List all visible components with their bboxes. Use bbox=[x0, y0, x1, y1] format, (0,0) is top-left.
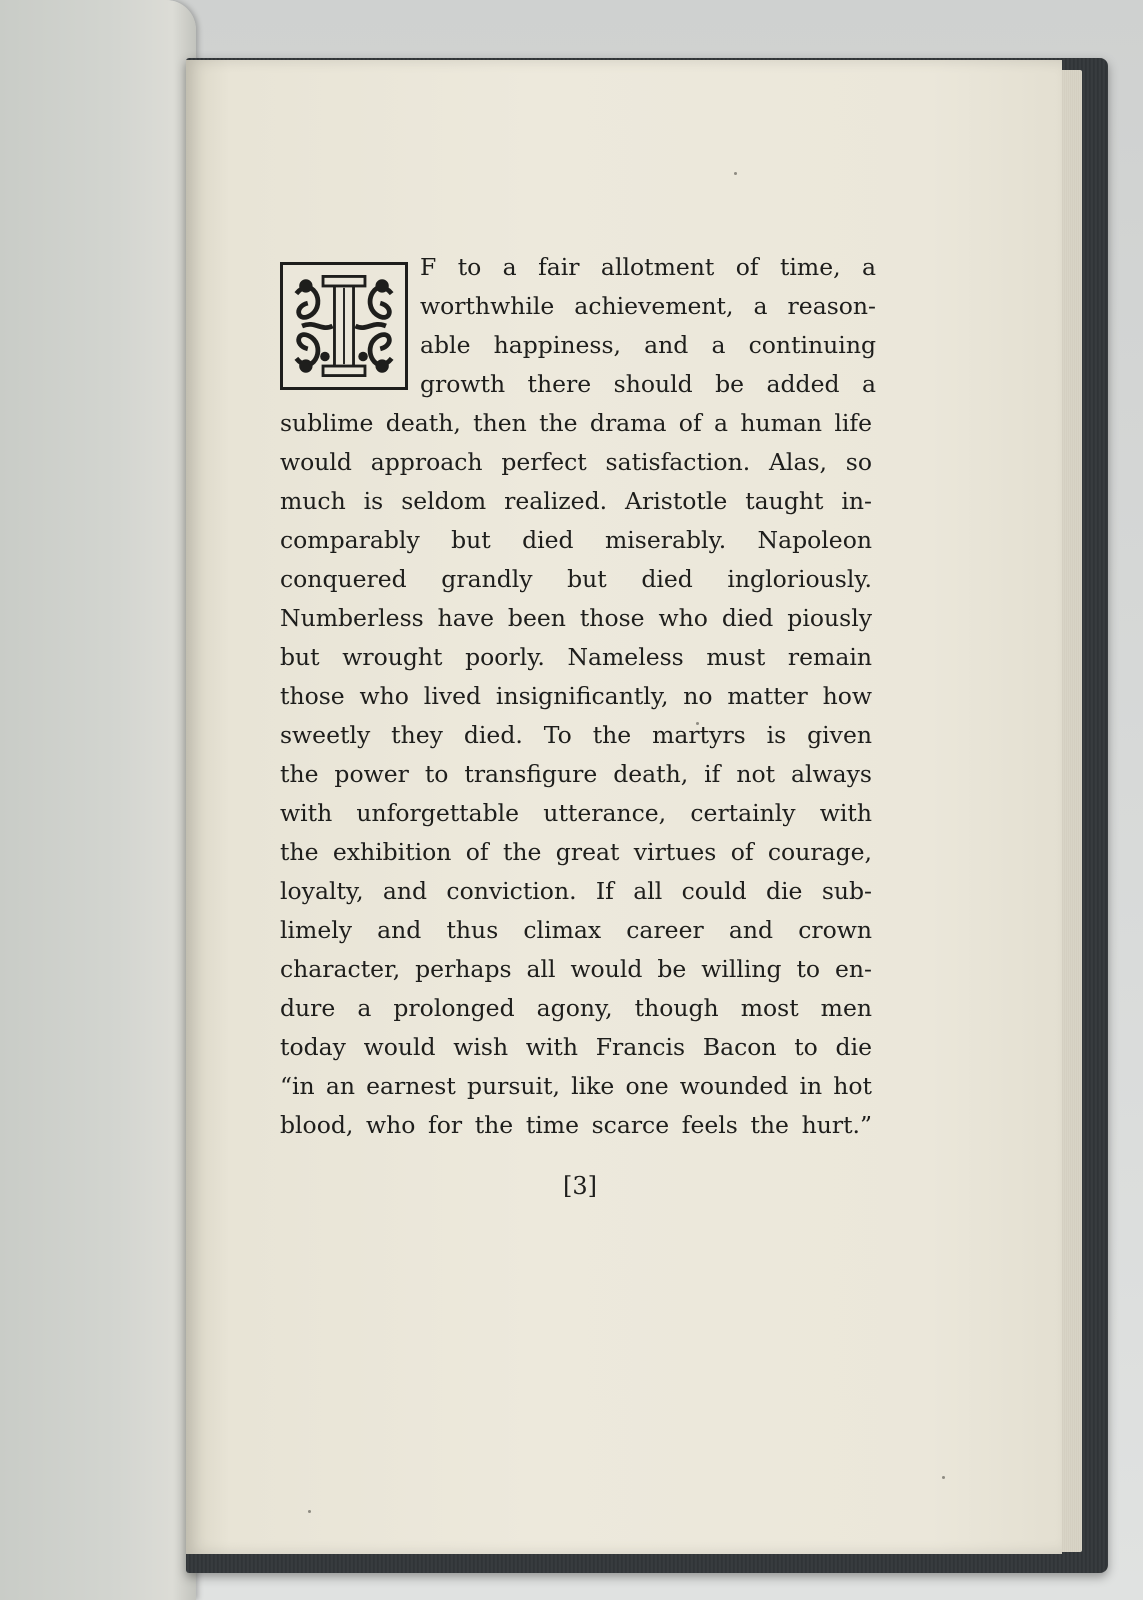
text-line: today would wish with Francis Bacon to die bbox=[280, 1033, 872, 1061]
text-line: Numberless have been those who died piously bbox=[280, 604, 872, 632]
text-line: much is seldom realized. Aristotle taught in- bbox=[280, 487, 872, 515]
decorative-drop-cap-icon bbox=[280, 262, 408, 390]
text-line: dure a prolonged agony, though most men bbox=[280, 994, 872, 1022]
text-line: F to a fair allotment of time, a bbox=[420, 253, 876, 281]
text-line: growth there should be added a bbox=[420, 370, 876, 398]
left-facing-page bbox=[0, 0, 196, 1600]
text-line: comparably but died miserably. Napoleon bbox=[280, 526, 872, 554]
text-line: blood, who for the time scarce feels the hurt.” bbox=[280, 1111, 872, 1139]
text-line: conquered grandly but died ingloriously. bbox=[280, 565, 872, 593]
text-line: those who lived insignificantly, no matter how bbox=[280, 682, 872, 710]
text-line: with unforgettable utterance, certainly with bbox=[280, 799, 872, 827]
text-line: would approach perfect satisfaction. Alas, so bbox=[280, 448, 872, 476]
text-line: the power to transfigure death, if not always bbox=[280, 760, 872, 788]
paper-speck bbox=[942, 1476, 945, 1479]
text-line: sweetly they died. To the martyrs is given bbox=[280, 721, 872, 749]
text-line: character, perhaps all would be willing to en- bbox=[280, 955, 872, 983]
text-line: limely and thus climax career and crown bbox=[280, 916, 872, 944]
text-line: sublime death, then the drama of a human life bbox=[280, 409, 872, 437]
text-line: loyalty, and conviction. If all could die sub- bbox=[280, 877, 872, 905]
paper-speck bbox=[308, 1510, 311, 1513]
text-line: able happiness, and a continuing bbox=[420, 331, 876, 359]
text-line: worthwhile achievement, a reason- bbox=[420, 292, 876, 320]
paper-speck bbox=[734, 172, 737, 175]
text-line: the exhibition of the great virtues of courage, bbox=[280, 838, 872, 866]
text-line: “in an earnest pursuit, like one wounded in hot bbox=[280, 1072, 872, 1100]
page-number: [3] bbox=[563, 1172, 597, 1200]
text-line: but wrought poorly. Nameless must remain bbox=[280, 643, 872, 671]
